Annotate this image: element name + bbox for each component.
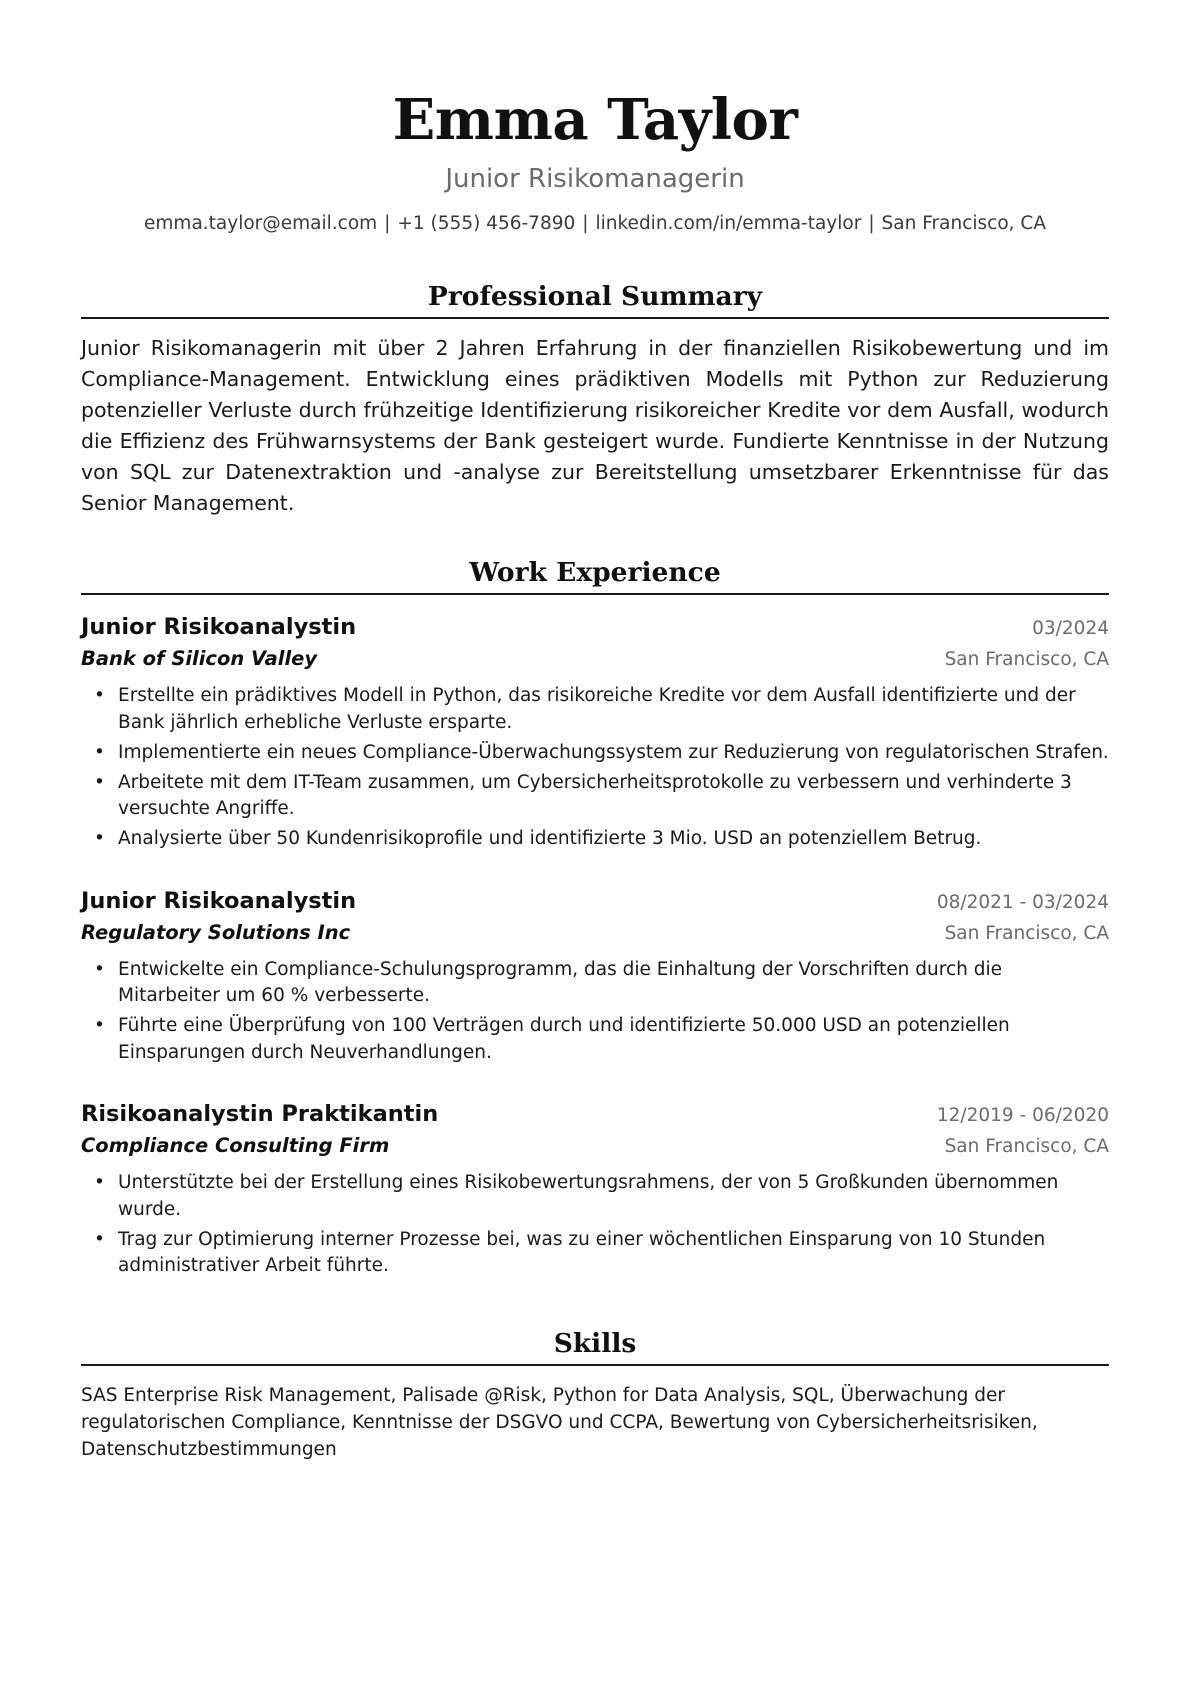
contact-phone[interactable]: +1 (555) 456-7890: [397, 213, 576, 234]
experience-section: [81, 555, 1109, 1280]
list-item: [81, 826, 1109, 853]
job-bullets: [81, 1170, 1109, 1280]
summary-text: Junior Risikomanagerin mit über 2 Jahren Erfahrung in der finanziellen Risikobewertung und im Compliance-Management. Entwicklung eines prädiktiven Modells mit Python zur Reduzierung potenzieller Verluste durch frühzeitige Identifizierung risikoreicher Kredite vor dem Ausfall, wodurch die Effizienz des Frühwarnsystems der Bank gesteigert wurde. Fundierte Kenntnisse in der Nutzung von SQL zur Datenextraktion und -analyse zur Bereitstellung umsetzbarer Erkenntnisse für das Senior Management.: [81, 336, 1109, 515]
bullet-icon: •: [94, 771, 105, 793]
job-header-row: [81, 611, 1109, 643]
job-company-row: [81, 643, 1109, 675]
skills-section: [81, 1326, 1109, 1463]
job-entry: [81, 885, 1109, 1067]
job-date: 03/2024: [1032, 618, 1109, 639]
list-item: [81, 1013, 1109, 1066]
contact-line: [81, 211, 1109, 237]
list-item: [81, 1227, 1109, 1280]
job-entry: [81, 1098, 1109, 1280]
section-heading-skills: Skills: [81, 1326, 1109, 1366]
section-heading-experience: Work Experience: [81, 555, 1109, 595]
job-date: 08/2021 - 03/2024: [936, 891, 1109, 913]
job-location: San Francisco, CA: [944, 922, 1109, 944]
job-role: Junior Risikoanalystin: [81, 614, 357, 640]
section-heading-summary: Professional Summary: [81, 279, 1109, 319]
contact-separator: |: [868, 213, 875, 234]
bullet-text: Implementierte ein neues Compliance-Überwachungssystem zur Reduzierung von regulatorischen Strafen.: [118, 741, 1109, 763]
job-bullets: [81, 957, 1109, 1067]
contact-email[interactable]: emma.taylor@email.com: [144, 213, 378, 234]
bullet-text: Führte eine Überprüfung von 100 Verträgen durch und identifizierte 50.000 USD an potenziellen Einsparungen durch Neuverhandlungen.: [118, 1015, 1010, 1063]
bullet-icon: •: [94, 1228, 105, 1250]
contact-linkedin[interactable]: linkedin.com/in/emma-taylor: [595, 213, 862, 234]
job-company-row: [81, 917, 1109, 949]
job-company: Regulatory Solutions Inc: [81, 920, 351, 944]
job-company-row: [81, 1130, 1109, 1162]
contact-location: San Francisco, CA: [881, 213, 1046, 234]
bullet-text: Trag zur Optimierung interner Prozesse bei, was zu einer wöchentlichen Einsparung von 10 Stunden administrativer Arbeit führte.: [118, 1228, 1046, 1276]
job-header-row: [81, 885, 1109, 917]
list-item: [81, 770, 1109, 823]
job-header-row: [81, 1098, 1109, 1130]
bullet-icon: •: [94, 1015, 105, 1036]
bullet-text: Erstellte ein prädiktives Modell in Python, das risikoreiche Kredite vor dem Ausfall identifizierte und der Bank jährlich erhebliche Verluste ersparte.: [118, 685, 1076, 733]
job-bullets: [81, 683, 1109, 853]
bullet-icon: •: [94, 828, 105, 849]
contact-separator: |: [582, 213, 589, 234]
candidate-title: Junior Risikomanagerin: [445, 164, 745, 194]
list-item: [81, 740, 1109, 767]
bullet-icon: •: [94, 685, 105, 706]
summary-section: [81, 279, 1109, 519]
job-date: 12/2019 - 06/2020: [936, 1105, 1109, 1126]
list-item: [81, 1170, 1109, 1223]
job-role: Junior Risikoanalystin: [81, 887, 357, 914]
bullet-icon: •: [94, 741, 105, 763]
job-company: Compliance Consulting Firm: [81, 1134, 390, 1157]
bullet-text: Entwickelte ein Compliance-Schulungsprogramm, das die Einhaltung der Vorschriften durch die Mitarbeiter um 60 % verbesserte.: [118, 958, 1002, 1006]
bullet-icon: •: [94, 958, 105, 980]
resume-header: [81, 0, 1109, 237]
skills-text: SAS Enterprise Risk Management, Palisade @Risk, Python for Data Analysis, SQL, Überwachung der regulatorischen Compliance, Kenntnisse der DSGVO und CCPA, Bewertung von Cybersicherheitsrisiken, Datenschutzbestimmungen: [81, 1384, 1038, 1460]
bullet-text: Analysierte über 50 Kundenrisikoprofile und identifizierte 3 Mio. USD an potenziellem Betrug.: [118, 828, 982, 849]
job-location: San Francisco, CA: [944, 1136, 1109, 1157]
contact-separator: |: [384, 213, 391, 234]
bullet-text: Arbeitete mit dem IT-Team zusammen, um Cybersicherheitsprotokolle zu verbessern und verhinderte 3 versuchte Angriffe.: [118, 771, 1072, 819]
job-company: Bank of Silicon Valley: [81, 647, 318, 670]
list-item: [81, 957, 1109, 1010]
bullet-icon: •: [94, 1172, 105, 1193]
job-role: Risikoanalystin Praktikantin: [81, 1101, 439, 1127]
job-location: San Francisco, CA: [944, 649, 1109, 670]
bullet-text: Unterstützte bei der Erstellung eines Risikobewertungsrahmens, der von 5 Großkunden übernommen wurde.: [118, 1172, 1059, 1220]
job-entry: [81, 611, 1109, 853]
list-item: [81, 683, 1109, 736]
candidate-name: Emma Taylor: [392, 87, 798, 153]
